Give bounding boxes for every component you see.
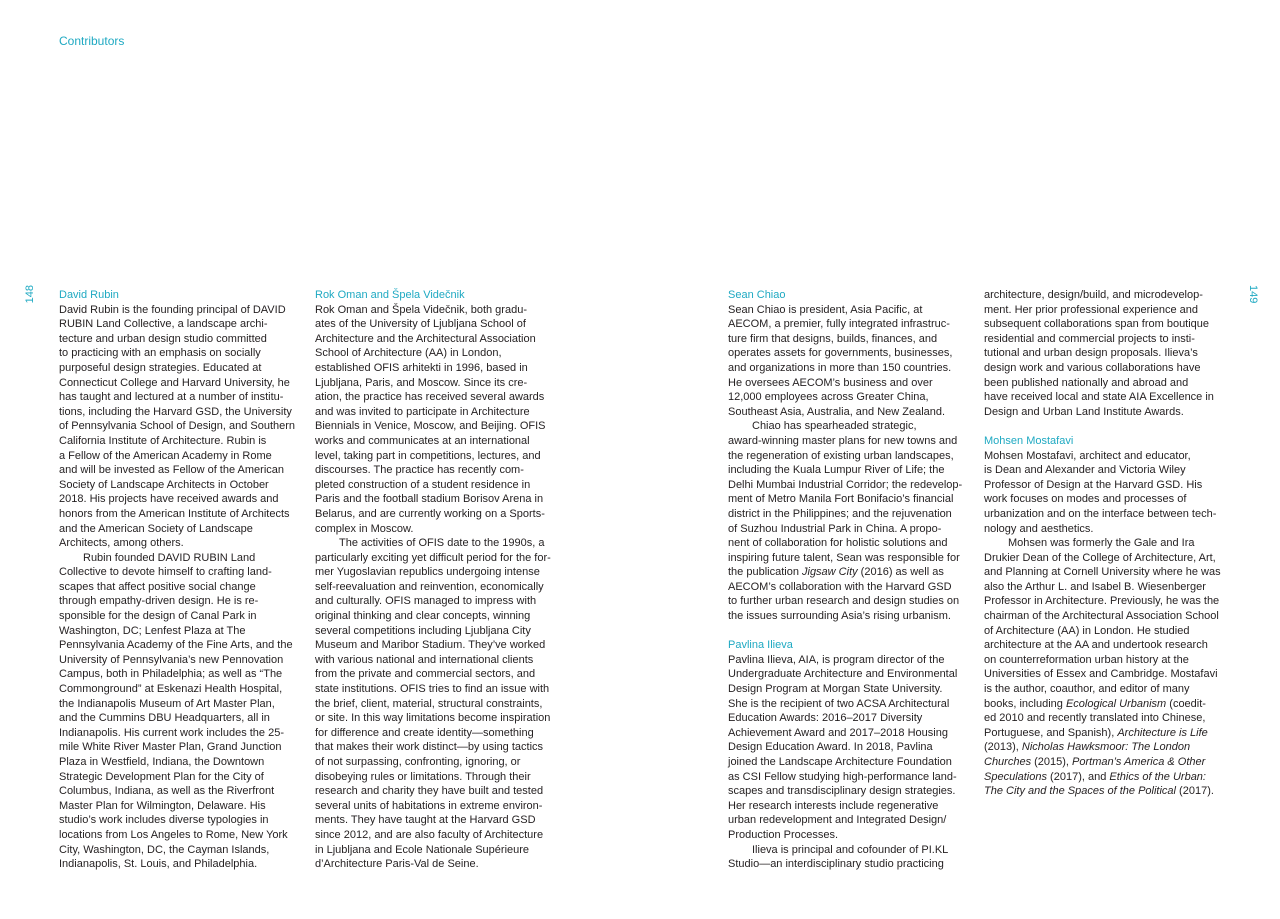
column-2 [315,288,555,872]
book-title: Ecological Urbanism [1065,697,1167,710]
book-title: Nicholas Hawksmoor: The London Churches [984,741,1191,768]
bio-paragraph: architecture, design/build, and microdevelop- ment. Her prior professional experience and subsequent collaborations span from boutique residential and commercial projects to insti- tutional and urban design proposals. Ilieva’s design work and various collaborations have been published nationally and abroad and have received local and state AIA Excellence in Design and Urban Land Institute Awards. [984,289,1214,418]
bio-paragraph: David Rubin is the founding principal of DAVID RUBIN Land Collective, a landscape archi- tecture and urban design studio committed to practicing with an emphasis on socially purposeful design strategies. Educated at Connecticut College and Harvard University, he has taught and lectured at a number of institu- tions, including the Harvard GSD, the University of Pennsylvania School of Design, and Southern California Institute of Architecture. Rubin is a Fellow of the American Academy in Rome and will be invested as Fellow of the American Society of Landscape Architects in October 2018. His projects have received awards and honors from the American Institute of Architects and the American Society of Landscape Architects, among others. [59,303,296,550]
bio-paragraph: Rubin founded DAVID RUBIN Land Collective to devote himself to crafting land- scapes that affect positive social change through empathy-driven design. He is re- sponsible for the design of Canal Park in Washington, DC; Lenfest Plaza at The Pennsylvania Academy of the Fine Arts, and the University of Pennsylvania’s new Pennovation Campus, both in Philadelphia; as well as “The Commonground” at Eskenazi Health Hospital, the Indianapolis Museum of Art Master Plan, and the Cummins DBU Headquarters, all in Indianapolis. His current work includes the 25- mile White River Master Plan, Grand Junction Plaza in Westfield, Indiana, the Downtown Strategic Development Plan for the City of Columbus, Indiana, as well as the Riverfront Master Plan for Wilmington, Delaware. His studio’s work includes diverse typologies in locations from Los Angeles to Rome, New York City, Washington, DC, the Cayman Islands, Indianapolis, St. Louis, and Philadelphia. [59,551,293,871]
contributor-name: Rok Oman and Špela Videčnik [315,289,465,301]
bio-paragraph: Rok Oman and Špela Videčnik, both gradu- ates of the University of Ljubljana School of Architecture and the Architectural Association School of Architecture (AA) in London, established OFIS arhitekti in 1996, based in Ljubljana, Paris, and Moscow. Since its cre- ation, the practice has received several awards and was invited to participate in Architecture Biennials in Venice, Moscow, and Beijing. OFIS works and communicates at an international level, taking part in competitions, lectures, and discourses. The practice has recently com- pleted construction of a student residence in Paris and the football stadium Borisov Arena in Belarus, and are currently working on a Sports- complex in Moscow. [315,303,546,535]
bio-paragraph: Mohsen Mostafavi, architect and educator, is Dean and Alexander and Victoria Wiley Professor of Design at the Harvard GSD. His work focuses on modes and processes of urbanization and on the interface between tech- nology and aesthetics. [984,449,1217,535]
book-title: Ethics of the Urban: The City and the Spaces of the Political [984,770,1206,798]
column-3 [728,288,968,872]
bio-paragraph [728,419,968,623]
bio-paragraph: Ilieva is principal and cofounder of PI.KL Studio—an interdisciplinary studio practicing [728,843,949,871]
page-number-right: 149 [1247,285,1259,304]
contributor-name: David Rubin [59,289,119,301]
bio-text: Chiao has spearheaded strategic, award-winning master plans for new towns and the regeneration of existing urban landscapes, including the Kuala Lumpur River of Life; the Delhi Mumbai Industrial Corridor; the redevelop- ment of Metro Manila Fort Bonifacio’s financial district in the Philippines; and the rejuvenation of Suzhou Industrial Park in China. A propo- nent of collaboration for holistic solutions and inspiring future talent, Sean was responsible for the publication [728,420,963,579]
bio-text: (2016) as well as AECOM’s collaboration with the Harvard GSD to further urban research and design studies on the issues surrounding Asia’s rising urbanism. [728,566,960,623]
bio-text: Mohsen was formerly the Gale and Ira Drukier Dean of the College of Architecture, Art, and Planning at Cornell University where he was also the Arthur L. and Isabel B. Wiesenberger Professor in Architecture. Previously, he was the chairman of the Architectural Association School of Architecture (AA) in London. He studied architecture at the AA and undertook research on counterreformation urban history at the Universities of Essex and Cambridge. Mostafavi is the author, coauthor, and editor of many books, including [984,537,1221,710]
section-label: Contributors [59,34,125,48]
column-1 [59,288,299,872]
bio-text: (2013), [984,741,1019,754]
book-title: Architecture is Life [1117,726,1208,739]
bio-paragraph [984,536,1224,799]
contributor-name: Pavlina Ilieva [728,639,793,652]
bio-paragraph: Pavlina Ilieva, AIA, is program director of the Undergraduate Architecture and Environmental Design Program at Morgan State University. She is the recipient of two ACSA Architectural Education Awards: 2016–2017 Diversity Achievement Award and 2017–2018 Housing Design Education Award. In 2018, Pavlina joined the Landscape Architecture Foundation as CSI Fellow studying high-performance land- scapes and transdisciplinary design strategies. Her research interests include regenerative urban redevelopment and Integrated Design/ Production Processes. [728,653,958,841]
book-title: Portman’s America & Other Speculations [984,756,1206,783]
bio-text: (2017). [1176,785,1214,798]
page-number-left: 148 [24,285,36,304]
bio-paragraph: Sean Chiao is president, Asia Pacific, at AECOM, a premier, fully integrated infrastruc- ture firm that designs, builds, finances, and operates assets for governments, businesses, and organizations in more than 150 countries. He oversees AECOM’s business and over 12,000 employees across Greater China, Southeast Asia, Australia, and New Zealand. [728,303,953,418]
contributor-name: Mohsen Mostafavi [984,434,1074,447]
bio-text: (coedit- ed 2010 and recently translated into Chinese, Portuguese, and Spanish), [984,697,1206,739]
column-4 [984,288,1224,799]
book-title: Jigsaw City [802,566,858,579]
bio-text: (2017), and [1047,770,1110,783]
bio-paragraph: The activities of OFIS date to the 1990s, a particularly exciting yet difficult period for the for- mer Yugoslavian republics undergoing intense self-reevaluation and reinvention, economically and culturally. OFIS managed to impress with original thinking and clear concepts, winning several competitions including Ljubljana City Museum and Maribor Stadium. They’ve worked with various national and international clients from the private and commercial sectors, and state institutions. OFIS tries to find an issue with the brief, client, material, structural constraints, or site. In this way limitations become inspiration for difference and create identity—something that makes their work distinct—by using tactics of not surpassing, confronting, ignoring, or disobeying rules or limitations. Through their research and charity they have built and tested several units of habitations in extreme environ- ments. They have taught at the Harvard GSD since 2012, and are also faculty of Architecture in Ljubljana and Ecole Nationale Supérieure d’Architecture Paris-Val de Seine. [315,537,551,871]
contributor-name: Sean Chiao [728,289,786,301]
bio-text: (2015), [1031,756,1073,768]
